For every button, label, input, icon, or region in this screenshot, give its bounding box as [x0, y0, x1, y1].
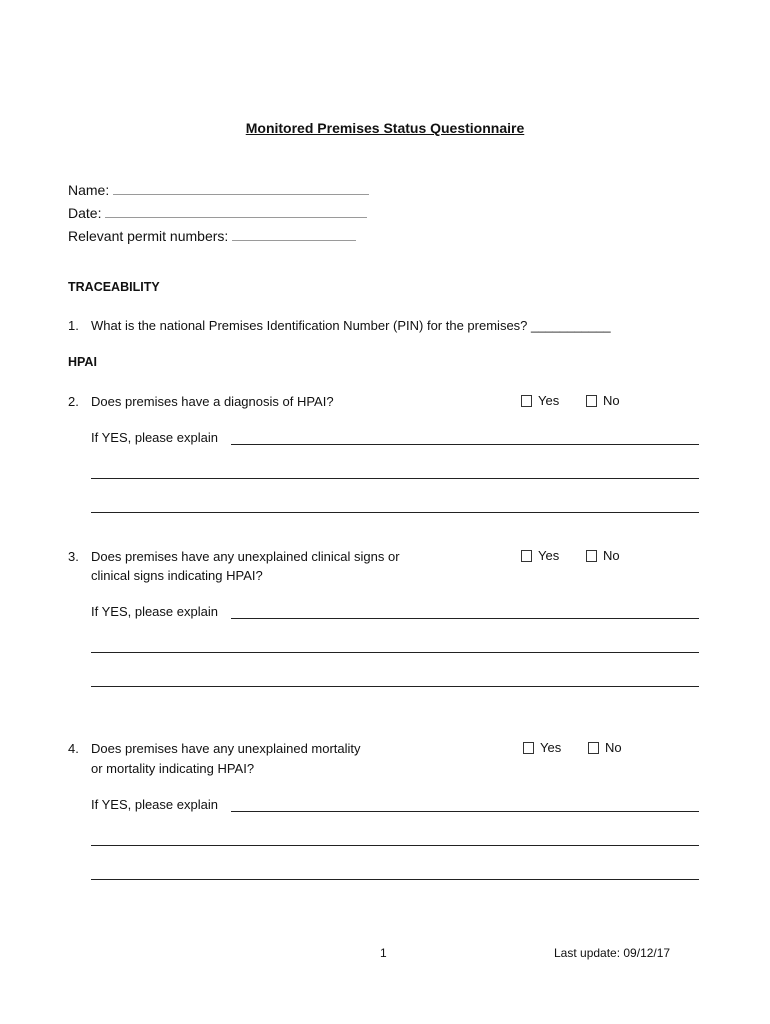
checkbox-icon[interactable] — [521, 550, 532, 562]
question-3-text-line1: Does premises have any unexplained clinical signs or — [91, 549, 400, 564]
question-2-explain-line[interactable] — [231, 444, 699, 445]
name-input[interactable] — [113, 182, 369, 195]
question-2-no-option[interactable] — [586, 393, 620, 408]
name-field — [68, 182, 369, 198]
page-number: 1 — [380, 946, 387, 960]
checkbox-icon[interactable] — [521, 395, 532, 407]
checkbox-icon[interactable] — [588, 742, 599, 754]
question-4-text-line1: Does premises have any unexplained mortality — [91, 741, 361, 756]
document-title: Monitored Premises Status Questionnaire — [245, 120, 525, 136]
question-3-explain-line[interactable] — [91, 686, 699, 687]
name-label: Name: — [68, 182, 110, 198]
question-3-explain-label: If YES, please explain — [91, 604, 218, 619]
checkbox-icon[interactable] — [586, 550, 597, 562]
question-4-text-line2: or mortality indicating HPAI? — [91, 761, 255, 776]
section-traceability: TRACEABILITY — [68, 280, 160, 294]
yes-label: Yes — [538, 393, 560, 408]
date-field — [68, 205, 367, 221]
permit-input[interactable] — [232, 228, 356, 241]
date-label: Date: — [68, 205, 102, 221]
question-4-yes-option[interactable] — [523, 740, 561, 755]
question-3-explain-line[interactable] — [231, 618, 699, 619]
question-3-yes-option[interactable] — [521, 548, 559, 563]
question-4-no-option[interactable] — [588, 740, 622, 755]
no-label: No — [603, 393, 620, 408]
question-4-explain-line[interactable] — [91, 845, 699, 846]
question-2-explain-line[interactable] — [91, 512, 699, 513]
question-2-explain-line[interactable] — [91, 478, 699, 479]
question-4-explain-line[interactable] — [231, 811, 699, 812]
question-2-text: Does premises have a diagnosis of HPAI? — [91, 394, 334, 409]
checkbox-icon[interactable] — [523, 742, 534, 754]
question-3-explain-line[interactable] — [91, 652, 699, 653]
question-1-text: What is the national Premises Identification Number (PIN) for the premises? ___________ — [91, 318, 611, 333]
no-label: No — [603, 548, 620, 563]
question-2-number: 2. — [68, 394, 79, 409]
section-hpai: HPAI — [68, 355, 97, 369]
question-2-yes-option[interactable] — [521, 393, 559, 408]
last-update: Last update: 09/12/17 — [554, 946, 671, 960]
question-2-explain-label: If YES, please explain — [91, 430, 218, 445]
question-4-number: 4. — [68, 741, 79, 756]
checkbox-icon[interactable] — [586, 395, 597, 407]
question-3-text-line2: clinical signs indicating HPAI? — [91, 568, 263, 583]
question-3-number: 3. — [68, 549, 79, 564]
question-4-explain-label: If YES, please explain — [91, 797, 218, 812]
question-4-explain-line[interactable] — [91, 879, 699, 880]
permit-field — [68, 228, 356, 244]
no-label: No — [605, 740, 622, 755]
date-input[interactable] — [105, 205, 367, 218]
permit-label: Relevant permit numbers: — [68, 228, 229, 244]
yes-label: Yes — [538, 548, 560, 563]
question-1-number: 1. — [68, 318, 79, 333]
yes-label: Yes — [540, 740, 562, 755]
question-3-no-option[interactable] — [586, 548, 620, 563]
